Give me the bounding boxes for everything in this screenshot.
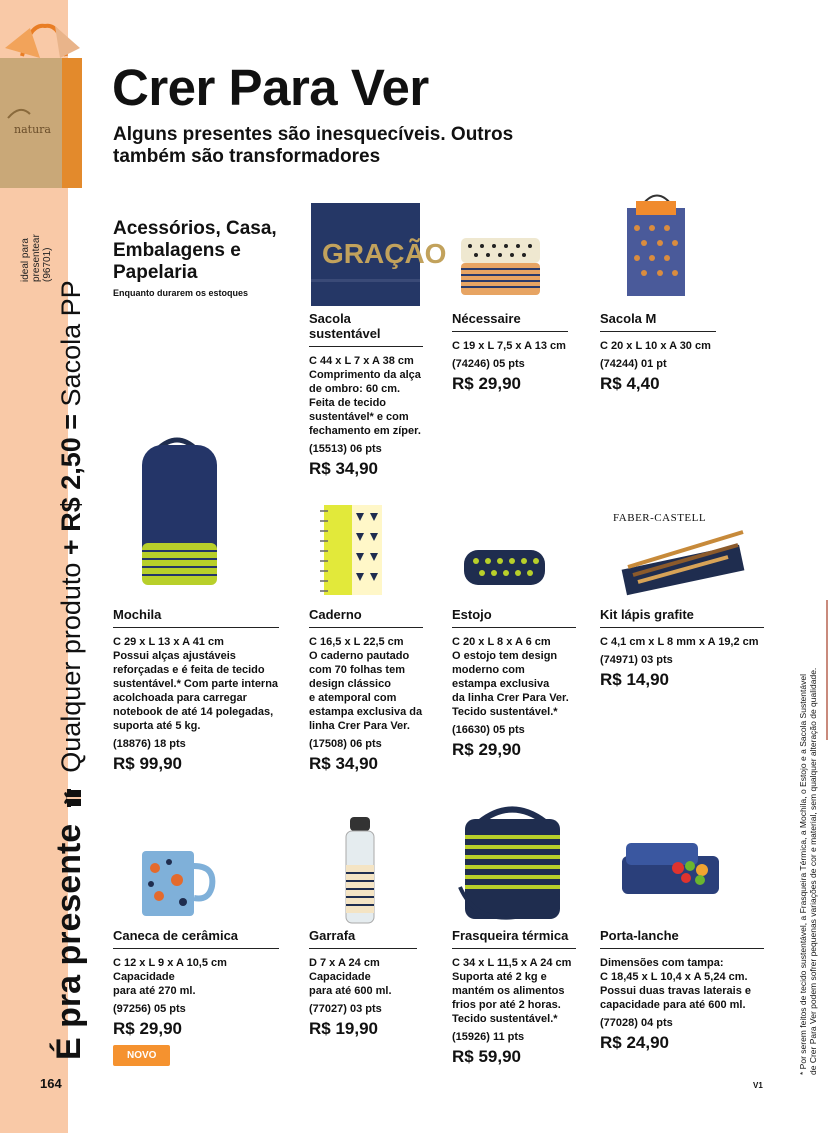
footnote: * Por serem feitos de tecido sustentável, a Frasqueira Térmica, a Mochila, o Estojo e a Sacola Sustentável de Crer Para Ver podem sofrer pequenas variações de cor e material, sem qualquer alteração de qualidade. <box>798 667 818 1075</box>
product-price: R$ 4,40 <box>600 374 660 393</box>
product-code: (77027) 03 pts <box>309 1003 382 1015</box>
product-code: (97256) 05 pts <box>113 1003 186 1015</box>
caneca-image <box>137 846 217 921</box>
faber-castell-logo: FABER-CASTELL <box>613 512 707 524</box>
natura-bag-image <box>0 18 86 188</box>
frasqueira-image <box>455 797 570 927</box>
product-code: (77028) 04 pts <box>600 1017 673 1029</box>
svg-text:GRAÇÃO: GRAÇÃO <box>322 238 447 269</box>
product-desc: D 7 x A 24 cm Capacidade para até 600 ml. <box>309 957 392 997</box>
product-caneca <box>113 928 279 1066</box>
kit-lapis-image <box>618 527 748 597</box>
product-desc: C 44 x L 7 x A 38 cm Comprimento da alça de ombro: 60 cm. Feita de tecido sustentável* e com fechamento em zíper. <box>309 355 421 437</box>
product-price: R$ 29,90 <box>113 1019 182 1038</box>
product-code: (15926) 11 pts <box>452 1031 525 1043</box>
garrafa-image <box>340 815 380 925</box>
product-price: R$ 99,90 <box>113 754 182 773</box>
product-desc: C 16,5 x L 22,5 cm O caderno pautado com 70 folhas tem design clássico e atemporal com estampa exclusiva da linha Crer Para Ver. <box>309 636 423 732</box>
sacola-sustentavel-image <box>308 195 447 310</box>
product-frasqueira <box>452 928 576 1067</box>
product-name: Caneca de cerâmica <box>113 928 279 949</box>
porta-lanche-image <box>618 838 723 898</box>
product-desc: C 19 x L 7,5 x A 13 cm <box>452 340 566 352</box>
product-sacola-m <box>600 311 716 394</box>
product-garrafa <box>309 928 417 1039</box>
estojo-image <box>462 545 547 590</box>
product-name: Frasqueira térmica <box>452 928 576 949</box>
product-name: Nécessaire <box>452 311 568 332</box>
product-name: Caderno <box>309 607 423 628</box>
product-price: R$ 34,90 <box>309 459 378 478</box>
sidebar-band <box>0 0 88 1133</box>
necessaire-image <box>458 235 543 300</box>
product-name: Porta-lanche <box>600 928 764 949</box>
product-code: (16630) 05 pts <box>452 724 525 736</box>
page-number: 164 <box>40 1076 62 1091</box>
gift-promo-text: É pra presente Qualquer produto + R$ 2,50 = Sacola PP <box>50 280 88 1060</box>
product-price: R$ 59,90 <box>452 1047 521 1066</box>
product-code: (17508) 06 pts <box>309 738 382 750</box>
product-desc: C 20 x L 8 x A 6 cm O estojo tem design moderno com estampa exclusiva da linha Crer Para Ver. Tecido sustentável.* <box>452 636 569 718</box>
section-title: Acessórios, Casa, Embalagens e Papelaria <box>113 218 277 283</box>
product-mochila <box>113 607 279 774</box>
product-desc: C 29 x L 13 x A 41 cm Possui alças ajustáveis reforçadas e é feita de tecido sustentável.* Com parte interna acolchoada para carregar notebook de até 14 polegadas, suporta até 5 kg. <box>113 636 279 732</box>
product-necessaire <box>452 311 568 394</box>
product-price: R$ 19,90 <box>309 1019 378 1038</box>
product-code: (15513) 06 pts <box>309 443 382 455</box>
product-code: (74244) 01 pt <box>600 358 667 370</box>
product-price: R$ 14,90 <box>600 670 669 689</box>
version-label: V1 <box>753 1081 763 1090</box>
product-desc: C 12 x L 9 x A 10,5 cm Capacidade para até 270 ml. <box>113 957 227 997</box>
product-price: R$ 29,90 <box>452 740 521 759</box>
product-name: Sacola M <box>600 311 716 332</box>
product-name: Garrafa <box>309 928 417 949</box>
product-name: Sacola sustentável <box>309 311 423 347</box>
product-price: R$ 29,90 <box>452 374 521 393</box>
product-name: Estojo <box>452 607 576 628</box>
product-porta-lanche <box>600 928 764 1053</box>
edge-divider <box>826 600 828 740</box>
new-badge: NOVO <box>113 1045 170 1066</box>
product-desc: C 20 x L 10 x A 30 cm <box>600 340 711 352</box>
sacola-m-image <box>622 183 692 298</box>
product-caderno <box>309 607 423 774</box>
product-estojo <box>452 607 576 760</box>
product-desc: C 4,1 cm x L 8 mm x A 19,2 cm <box>600 636 759 648</box>
gift-icon <box>62 788 82 808</box>
product-name: Mochila <box>113 607 279 628</box>
product-code: (74246) 05 pts <box>452 358 525 370</box>
product-kit-lapis <box>600 607 764 690</box>
product-desc: Dimensões com tampa: C 18,45 x L 10,4 x A 5,24 cm. Possui duas travas laterais e capacidade para até 600 ml. <box>600 957 752 1011</box>
product-price: R$ 24,90 <box>600 1033 669 1052</box>
product-name: Kit lápis grafite <box>600 607 764 628</box>
product-sacola-sustentavel <box>309 311 423 479</box>
ideal-gift-note: ideal para presentear (96701) <box>20 234 53 282</box>
product-code: (74971) 03 pts <box>600 654 673 666</box>
product-price: R$ 34,90 <box>309 754 378 773</box>
mochila-image <box>127 425 227 595</box>
product-code: (18876) 18 pts <box>113 738 186 750</box>
page-subtitle: Alguns presentes são inesquecíveis. Outros também são transformadores <box>113 124 514 167</box>
section-note: Enquanto durarem os estoques <box>113 288 249 298</box>
page-title: Crer Para Ver <box>112 59 429 116</box>
svg-text:natura: natura <box>14 123 51 136</box>
product-desc: C 34 x L 11,5 x A 24 cm Suporta até 2 kg e mantém os alimentos frios por até 2 horas. Tecido sustentável.* <box>452 957 572 1025</box>
caderno-image <box>316 503 386 598</box>
